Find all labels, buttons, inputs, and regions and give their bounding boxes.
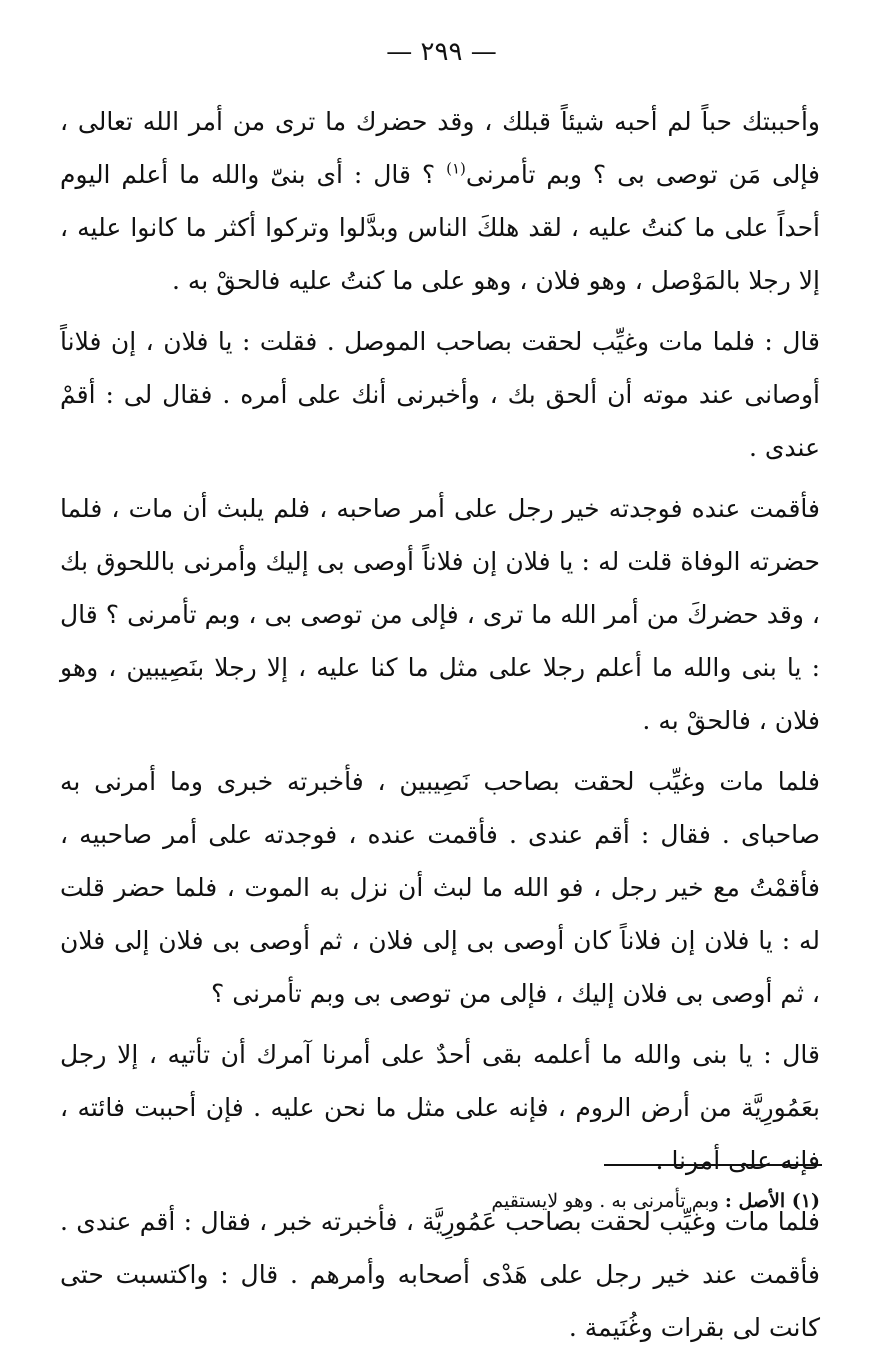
paragraph-5: قال : يا بنى والله ما أعلمه بقى أحدٌ على أمرنا آمرك أن تأتيه ، إلا رجل بعَمُورِيَّة من أرض الروم ، فإنه على مثل ما نحن عليه . فإن أحببت فائته ، فإنه على أمرنا .	[60, 1040, 820, 1175]
paragraph-1-tail: ؟ قال : أى بنىّ والله ما أعلم اليوم أحداً على ما كنتُ عليه ، لقد هلكَ الناس وبدَّلوا وتركوا أكثر ما كانوا عليه ، إلا رجلا بالمَوْصل ، وهو فلان ، وهو على ما كنتُ عليه فالحقْ به .	[60, 160, 820, 295]
footnote-label: (١) الأصل :	[724, 1190, 820, 1212]
page-number: — ٢٩٩ —	[386, 37, 497, 67]
paragraph-1-text: وأحببتك حباً لم أحبه شيئاً قبلك ، وقد حضرك ما ترى من أمر الله تعالى ، فإلى مَن توصى بى ؟ وبم تأمرنى	[60, 107, 820, 189]
paragraph-1	[60, 95, 820, 307]
footnote	[60, 1186, 820, 1216]
footnote-divider	[604, 1164, 822, 1166]
paragraph-2: قال : فلما مات وغيِّب لحقت بصاحب الموصل . فقلت : يا فلان ، إن فلاناً أوصانى عند موته أن ألحق بك ، وأخبرنى أنك على أمره . فقال لى : أقمْ عندى .	[60, 327, 820, 462]
paragraph-3: فأقمت عنده فوجدته خير رجل على أمر صاحبه ، فلم يلبث أن مات ، فلما حضرته الوفاة قلت له : يا فلان إن فلاناً أوصى بى إليك وأمرنى باللحوق بك ، وقد حضركَ من أمر الله ما ترى ، فإلى من توصى بى ، وبم تأمرنى ؟ قال : يا بنى والله ما أعلم رجلا على مثل ما كنا عليه ، إلا رجلا بنَصِيبين ، وهو فلان ، فالحقْ به .	[60, 494, 820, 735]
footnote-text: وبم تأمرنى به . وهو لايستقيم	[491, 1190, 725, 1212]
paragraph-6: فلما مات وغيِّب لحقت بصاحب عَمُورِيَّة ، فأخبرته خبر ، فقال : أقم عندى . فأقمت عند خير رجل على هَدْى أصحابه وأمرهم . قال : واكتسبت حتى كانت لى بقرات وغُنَيمة .	[60, 1207, 820, 1342]
footnote-marker: (١)	[446, 159, 466, 178]
paragraph-4: فلما مات وغيِّب لحقت بصاحب نَصِيبين ، فأخبرته خبرى وما أمرنى به صاحباى . فقال : أقم عندى . فأقمت عنده ، فوجدته على أمر صاحبيه ، فأقمْتُ مع خير رجل ، فو الله ما لبث أن نزل به الموت ، فلما حضر قلت له : يا فلان إن فلاناً كان أوصى بى إلى فلان ، ثم أوصى بى فلان إلى فلان ، ثم أوصى بى فلان إليك ، فإلى من توصى بى وبم تأمرنى ؟	[60, 767, 820, 1008]
body-text	[60, 95, 820, 1362]
